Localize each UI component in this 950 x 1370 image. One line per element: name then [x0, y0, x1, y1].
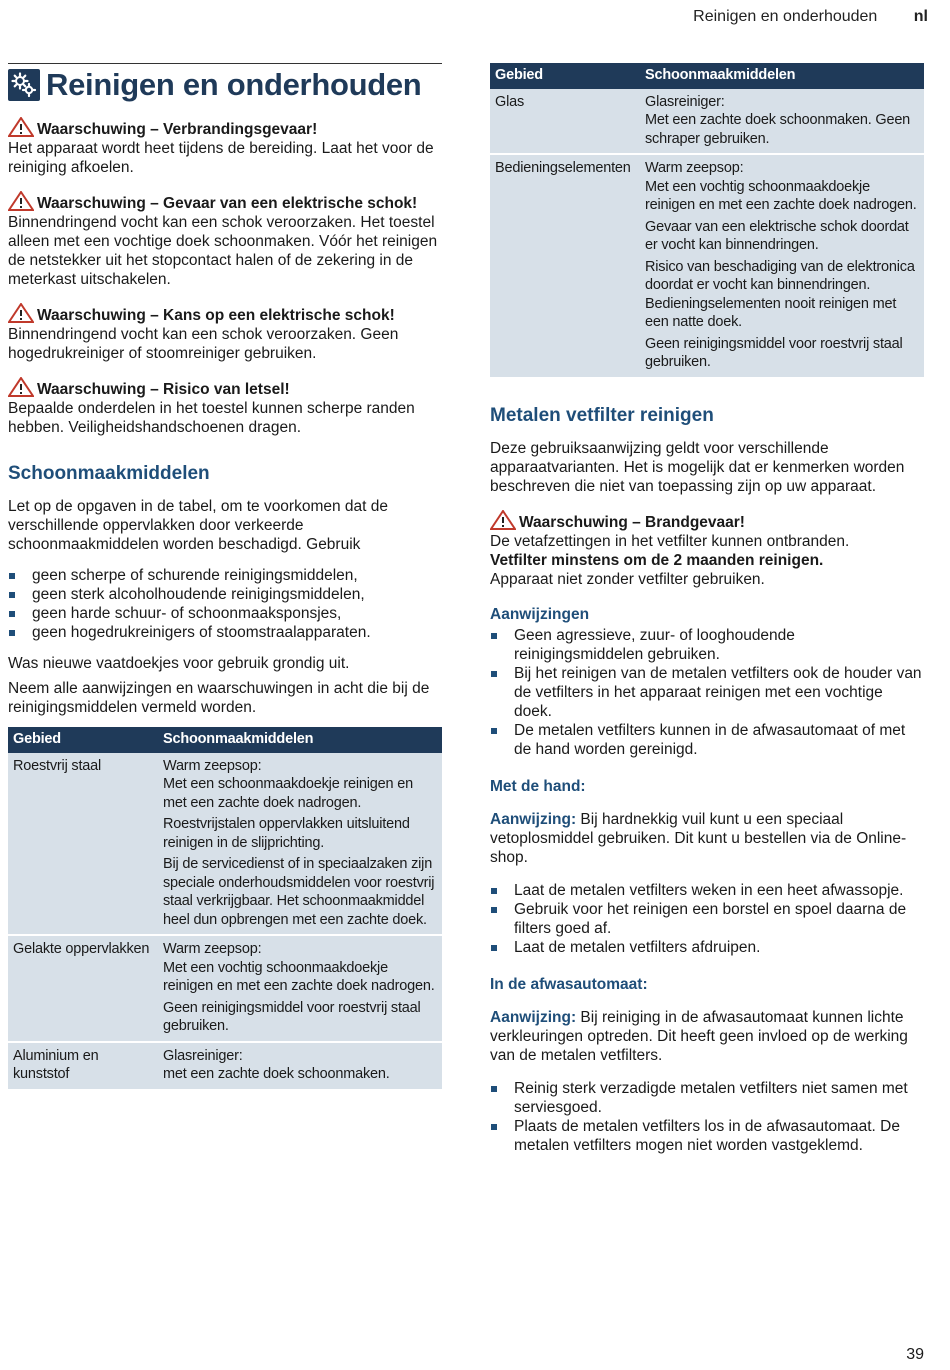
table-header-row	[8, 727, 442, 752]
cell-line: Gevaar van een elektrische schok doordat er vocht kan binnendringen.	[645, 218, 909, 253]
warning-text: Bepaalde onderdelen in het toestel kunnen scherpe randen hebben. Veiligheidshandschoenen dragen.	[8, 400, 415, 436]
warning-text: Binnendringend vocht kan een schok veroorzaken. Geen hogedrukreiniger of stoomreiniger gebruiken.	[8, 326, 399, 362]
by-hand-tip	[490, 810, 924, 867]
table-row	[490, 88, 924, 154]
table-header-agents: Schoonmaakmiddelen	[640, 63, 924, 88]
warning-text: Binnendringend vocht kan een schok veroorzaken. Het toestel alleen met een vochtige doek schoonmaken. Vóór het reinigen de netstekker uit het stopcontact halen of de zekering in de meterkast uitschakelen.	[8, 214, 438, 288]
warning-fire	[490, 510, 924, 589]
warning-heading: Waarschuwing – Verbrandingsgevaar!	[37, 121, 318, 138]
section-heading-cleaning-agents: Schoonmaakmiddelen	[8, 463, 210, 484]
warning-burn	[8, 117, 442, 177]
table-header-area: Gebied	[490, 63, 640, 88]
list-item: Reinig sterk verzadigde metalen vetfilters niet samen met serviesgoed.	[490, 1079, 924, 1117]
table-cell-agents	[640, 88, 924, 154]
list-item: De metalen vetfilters kunnen in de afwasautomaat of met de hand worden gereinigd.	[490, 721, 924, 759]
table-cell-agents	[640, 154, 924, 378]
warning-heading: Waarschuwing – Gevaar van een elektrische schok!	[37, 195, 418, 212]
cell-line: Risico van beschadiging van de elektronica doordat er vocht kan binnendringen. Bedieningselementen nooit reinigen met een natte doek.	[645, 258, 915, 330]
warning-text: Apparaat niet zonder vetfilter gebruiken.	[490, 570, 765, 588]
list-item: geen harde schuur- of schoonmaaksponsjes,	[8, 604, 442, 623]
table-header-area: Gebied	[8, 727, 158, 752]
right-column	[490, 63, 924, 1167]
page-number: 39	[906, 1346, 924, 1363]
table-header-agents: Schoonmaakmiddelen	[158, 727, 442, 752]
title-row	[8, 63, 442, 103]
list-item: Laat de metalen vetfilters afdruipen.	[490, 938, 924, 957]
warning-triangle-icon	[8, 303, 34, 323]
notes-list	[490, 626, 924, 759]
dishwasher-tip	[490, 1008, 924, 1065]
cell-line: Warm zeepsop: Met een vochtig schoonmaakdoekje reinigen en met een zachte doek nadrogen.	[163, 941, 435, 994]
gear-cleaning-icon	[8, 69, 40, 101]
warning-triangle-icon	[490, 510, 516, 530]
table-cell-area: Glas	[490, 88, 640, 154]
table-cell-agents	[158, 1042, 442, 1090]
cell-line: Glasreiniger: met een zachte doek schoonmaken.	[163, 1047, 390, 1082]
dishwasher-steps	[490, 1079, 924, 1155]
cell-line: Bij de servicedienst of in speciaalzaken zijn speciale onderhoudsmiddelen voor roestvrij staal verkrijgbaar. Het schoonmaakmiddel heel dun opbrengen met een zachte doek.	[163, 856, 435, 928]
tip-label: Aanwijzing:	[490, 810, 577, 828]
list-item: Laat de metalen vetfilters weken in een heet afwassopje.	[490, 881, 924, 900]
header-language: nl	[913, 8, 928, 25]
page-title: Reinigen en onderhouden	[46, 66, 422, 102]
table-cell-area: Roestvrij staal	[8, 752, 158, 935]
list-item: Gebruik voor het reinigen een borstel en spoel daarna de filters goed af.	[490, 900, 924, 938]
list-item: Bij het reinigen van de metalen vetfilters ook de houder van de vetfilters in het apparaat reinigen met een vochtige doek.	[490, 664, 924, 721]
tip-label: Aanwijzing:	[490, 1008, 577, 1026]
table-row	[8, 752, 442, 935]
warning-electric-2	[8, 303, 442, 363]
warning-text: De vetafzettingen in het vetfilter kunnen ontbranden.	[490, 532, 850, 550]
warning-triangle-icon	[8, 117, 34, 137]
table-cell-area: Bedieningselementen	[490, 154, 640, 378]
table-cell-agents	[158, 935, 442, 1042]
cleaning-intro: Let op de opgaven in de tabel, om te voorkomen dat de verschillende oppervlakken door verkeerde schoonmaakmiddelen worden beschadigd. Gebruik	[8, 498, 389, 553]
by-hand-heading: Met de hand:	[490, 777, 586, 795]
tip-text: Bij hardnekkig vuil kunt u een speciaal vetoplosmiddel gebruiken. Dit kunt u bestellen via de Online-shop.	[490, 810, 907, 866]
left-column	[8, 63, 442, 1091]
section-heading-grease-filter: Metalen vetfilter reinigen	[490, 404, 714, 426]
table-cell-area: Gelakte oppervlakken	[8, 935, 158, 1042]
warning-text: Het apparaat wordt heet tijdens de bereiding. Laat het voor de reiniging afkoelen.	[8, 140, 434, 176]
cleaning-para-1: Was nieuwe vaatdoekjes voor gebruik grondig uit.	[8, 655, 350, 672]
cleaning-para-2: Neem alle aanwijzingen en waarschuwingen in acht die bij de reinigingsmiddelen vermeld worden.	[8, 680, 430, 716]
table-row	[8, 935, 442, 1042]
table-row	[8, 1042, 442, 1090]
dishwasher-heading: In de afwasautomaat:	[490, 975, 648, 993]
cell-line: Geen reinigingsmiddel voor roestvrij staal gebruiken.	[163, 999, 421, 1034]
warning-text-bold: Vetfilter minstens om de 2 maanden reinigen.	[490, 551, 824, 569]
table-header-row	[490, 63, 924, 88]
tip-text: Bij reiniging in de afwasautomaat kunnen lichte verkleuringen optreden. Dit heeft geen invloed op de werking van de metalen vetfilters.	[490, 1008, 908, 1064]
by-hand-steps	[490, 881, 924, 957]
cell-line: Warm zeepsop: Met een schoonmaakdoekje reinigen en met een zachte doek nadrogen.	[163, 757, 413, 811]
warning-injury	[8, 377, 442, 437]
warning-electric-1	[8, 191, 442, 289]
list-item: geen sterk alcoholhoudende reinigingsmiddelen,	[8, 585, 442, 604]
list-item: Geen agressieve, zuur- of looghoudende reinigingsmiddelen gebruiken.	[490, 626, 924, 664]
cell-line: Roestvrijstalen oppervlakken uitsluitend reinigen in de slijprichting.	[163, 816, 410, 851]
filter-intro: Deze gebruiksaanwijzing geldt voor verschillende apparaatvarianten. Het is mogelijk dat er kenmerken worden beschreven die niet van toepassing zijn op uw apparaat.	[490, 439, 905, 495]
cleaning-bullets	[8, 566, 442, 642]
list-item: geen hogedrukreinigers of stoomstraalapparaten.	[8, 623, 442, 642]
list-item: geen scherpe of schurende reinigingsmiddelen,	[8, 566, 442, 585]
cell-line: Geen reinigingsmiddel voor roestvrij staal gebruiken.	[645, 335, 903, 370]
table-cell-agents	[158, 752, 442, 935]
cell-line: Warm zeepsop: Met een vochtig schoonmaakdoekje reinigen en met een zachte doek nadrogen.	[645, 160, 917, 213]
notes-heading: Aanwijzingen	[490, 605, 590, 623]
warning-heading: Waarschuwing – Kans op een elektrische schok!	[37, 307, 395, 324]
header-section-title: Reinigen en onderhouden	[693, 8, 878, 25]
warning-triangle-icon	[8, 191, 34, 211]
cleaning-table-right	[490, 63, 924, 379]
warning-heading: Waarschuwing – Risico van letsel!	[37, 381, 290, 398]
table-cell-area: Aluminium en kunststof	[8, 1042, 158, 1090]
cell-line: Glasreiniger: Met een zachte doek schoonmaken. Geen schraper gebruiken.	[645, 93, 911, 147]
table-row	[490, 154, 924, 378]
cleaning-table-left	[8, 727, 442, 1091]
warning-heading: Waarschuwing – Brandgevaar!	[519, 513, 745, 531]
page-header	[693, 7, 928, 26]
list-item: Plaats de metalen vetfilters los in de afwasautomaat. De metalen vetfilters mogen niet worden vastgeklemd.	[490, 1117, 924, 1155]
warning-triangle-icon	[8, 377, 34, 397]
